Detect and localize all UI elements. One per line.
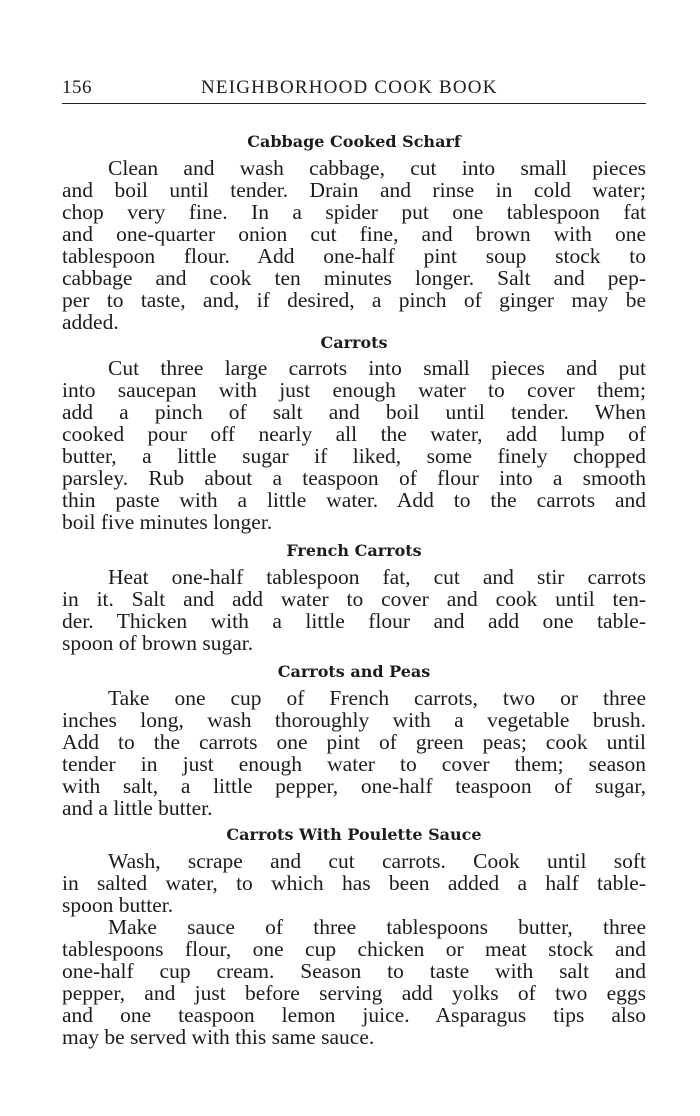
body-line: der. Thicken with a little flour and add one table- (62, 609, 646, 633)
body-line: tablespoon flour. Add one-half pint soup stock to (62, 244, 646, 268)
body-line: parsley. Rub about a teaspoon of flour into a smooth (62, 466, 646, 490)
recipe-title-carrots: Carrots (320, 333, 388, 352)
body-line: into saucepan with just enough water to cover them; (62, 378, 646, 402)
body-line: thin paste with a little water. Add to the carrots and (62, 488, 646, 512)
body-line: and one teaspoon lemon juice. Asparagus tips also (62, 1003, 646, 1027)
body-line: with salt, a little pepper, one-half teaspoon of sugar, (62, 774, 646, 798)
body-line: added. (62, 310, 119, 334)
recipe-title-french-carrots: French Carrots (286, 541, 422, 560)
body-line: and boil until tender. Drain and rinse in cold water; (62, 178, 646, 202)
body-line: pepper, and just before serving add yolks of two eggs (62, 981, 646, 1005)
body-line: Heat one-half tablespoon fat, cut and stir carrots (108, 565, 646, 589)
recipe-title-carrots-with-poulette-sauce: Carrots With Poulette Sauce (226, 825, 482, 844)
recipe-title-cabbage-cooked-scharf: Cabbage Cooked Scharf (247, 132, 461, 151)
body-line: tender in just enough water to cover them; season (62, 752, 646, 776)
body-line: cooked pour off nearly all the water, add lump of (62, 422, 646, 446)
body-line: and one-quarter onion cut fine, and brown with one (62, 222, 646, 246)
body-line: in it. Salt and add water to cover and cook until ten- (62, 587, 646, 611)
body-line: inches long, wash thoroughly with a vegetable brush. (62, 708, 646, 732)
body-line: and a little butter. (62, 796, 213, 820)
body-line: Add to the carrots one pint of green peas; cook until (62, 730, 646, 754)
running-head: NEIGHBORHOOD COOK BOOK (201, 77, 498, 98)
body-line: Clean and wash cabbage, cut into small pieces (108, 156, 646, 180)
body-line: tablespoons flour, one cup chicken or meat stock and (62, 937, 646, 961)
body-line: Cut three large carrots into small pieces and put (108, 356, 646, 380)
page-header (62, 77, 646, 101)
page-number: 156 (62, 77, 92, 98)
body-line: may be served with this same sauce. (62, 1025, 375, 1049)
body-line: spoon of brown sugar. (62, 631, 254, 655)
body-line: spoon butter. (62, 893, 174, 917)
body-line: Take one cup of French carrots, two or three (108, 686, 646, 710)
header-rule (62, 103, 646, 104)
body-line: Make sauce of three tablespoons butter, three (108, 915, 646, 939)
body-line: cabbage and cook ten minutes longer. Salt and pep- (62, 266, 646, 290)
body-line: butter, a little sugar if liked, some finely chopped (62, 444, 646, 468)
body-line: boil five minutes longer. (62, 510, 273, 534)
body-line: add a pinch of salt and boil until tender. When (62, 400, 646, 424)
body-line: in salted water, to which has been added a half table- (62, 871, 646, 895)
body-line: Wash, scrape and cut carrots. Cook until soft (108, 849, 646, 873)
body-line: per to taste, and, if desired, a pinch of ginger may be (62, 288, 646, 312)
recipe-title-carrots-and-peas: Carrots and Peas (277, 662, 431, 681)
body-line: chop very fine. In a spider put one tablespoon fat (62, 200, 646, 224)
body-line: one-half cup cream. Season to taste with salt and (62, 959, 646, 983)
